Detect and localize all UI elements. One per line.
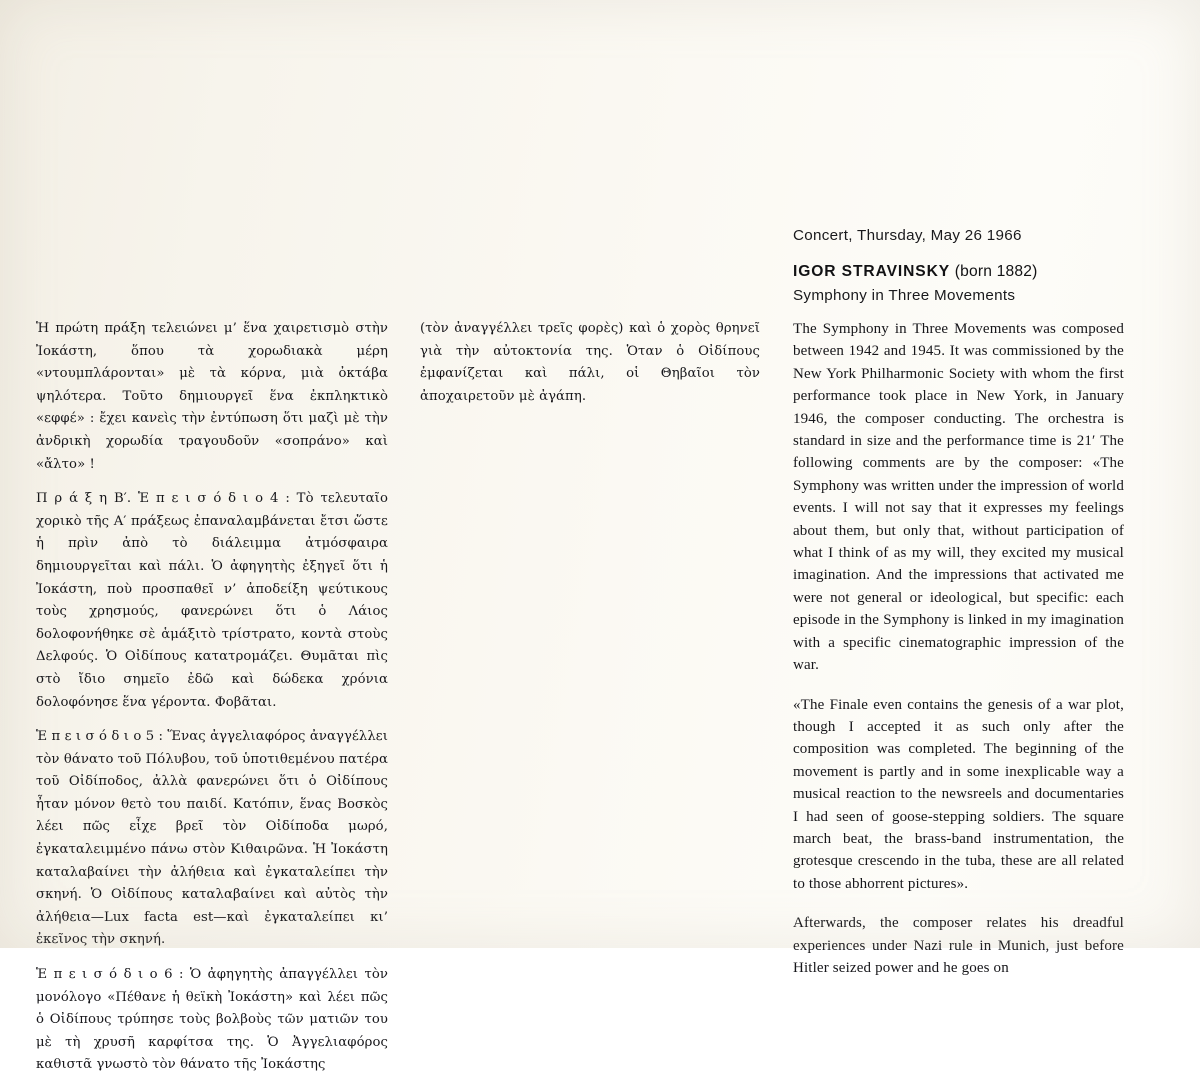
english-text-column — [793, 318, 1124, 979]
composer-name: IGOR STRAVINSKY — [793, 263, 951, 280]
composer-heading — [793, 262, 1133, 282]
work-title: Symphony in Three Movements — [793, 287, 1016, 304]
english-paragraph: The Symphony in Three Movements was composed between 1942 and 1945. It was commissioned by the New York Philharmonic Society with whom the first performance took place in New York, in January 1946, the composer conducting. The orchestra is standard in size and the performance time is 21′ The following comments are by the composer: «The Symphony was written under the impression of world events. I will not say that it expresses my feelings about them, but only that, without participation of what I think of as my will, they excited my musical imagination. And the impressions that activated me were not general or ideological, but specific: each episode in the Symphony is linked in my imagination with a specific cinematographic impression of the war. — [793, 321, 1124, 674]
program-header — [793, 226, 1133, 306]
greek-paragraph: Ἡ πρώτη πράξη τελειώνει μ’ ἕνα χαιρετισμὸ στὴν Ἰοκάστη, ὅπου τὰ χορωδιακὰ μέρη «ντουμπλάρονται» μὲ τὰ κόρνα, μιὰ ὀκτάβα ψηλότερα. Τοῦτο δημιουργεῖ ἕνα ἐκπληκτικὸ «εφφέ» : ἔχει κανεὶς τὴν ἐντύπωση ὅτι μαζὶ μὲ τὴν ἀνδρικὴ χορωδία τραγουδοῦν «σοπράνο» καὶ «ἄλτο» ! — [36, 321, 388, 472]
concert-date-line: Concert, Thursday, May 26 1966 — [793, 227, 1022, 244]
english-paragraph: Afterwards, the composer relates his dreadful experiences under Nazi rule in Munich, just before Hitler seized power and he goes on — [793, 915, 1124, 976]
greek-paragraph: Ἑ π ε ι σ ό δ ι ο 6 : Ὁ ἀφηγητὴς ἀπαγγέλλει τὸν μονόλογο «Πέθανε ἡ θεϊκὴ Ἰοκάστη» καὶ λέει πῶς ὁ Οἰδίπους τρύπησε τοὺς βολβοὺς τῶν ματιῶν του μὲ τὴ χρυσῆ καρφίτσα της. Ὁ Ἀγγελιαφόρος καθιστᾶ γνωστὸ τὸν θάνατο τῆς Ἰοκάστης — [36, 967, 388, 1073]
greek-text-column-right — [420, 318, 760, 420]
composer-birth-year: (born 1882) — [954, 263, 1038, 280]
english-paragraph: «The Finale even contains the genesis of a war plot, though I accepted it as such only after the composition was completed. The beginning of the movement is partly and in some inexplicable way a musical reaction to the newsreels and documentaries I had seen of goose-stepping soldiers. The square march beat, the brass-band instrumentation, the grotesque crescendo in the tuba, these are all related to those abhorrent pictures». — [793, 696, 1124, 892]
greek-text-column-left — [36, 318, 388, 1089]
greek-paragraph: (τὸν ἀναγγέλλει τρεῖς φορὲς) καὶ ὁ χορὸς θρηνεῖ γιὰ τὴν αὐτοκτονία της. Ὁταν ὁ Οἰδίπους ἐμφανίζεται καὶ πάλι, οἱ Θηβαῖοι τὸν ἀποχαιρετοῦν μὲ ἀγάπη. — [420, 321, 760, 404]
greek-paragraph: Ἑ π ε ι σ ό δ ι ο 5 : Ἕνας ἀγγελιαφόρος ἀναγγέλλει τὸν θάνατο τοῦ Πόλυβου, τοῦ ὑποτιθεμένου πατέρα τοῦ Οἰδίποδος, ἀλλὰ φανερώνει ὅτι ὁ Οἰδίπους ἦταν μόνον θετὸ του παιδί. Κατόπιν, ἕνας Βοσκὸς λέει πῶς εἶχε βρεῖ τὸν Οἰδίποδα μωρό, ἐγκαταλειμμένο πάνω στὸν Κιθαιρῶνα. Ἡ Ἰοκάστη καταλαβαίνει τὴν ἀλήθεια καὶ ἐγκαταλείπει τὴν σκηνή. Ὁ Οἰδίπους καταλαβαίνει καὶ αὐτὸς τὴν ἀλήθεια—Lux facta est—καὶ ἐγκαταλείπει κι’ ἐκεῖνος τὴν σκηνή. — [36, 729, 388, 948]
greek-paragraph: Π ρ ά ξ η Β′. Ἑ π ε ι σ ό δ ι ο 4 : Τὸ τελευταῖο χορικὸ τῆς Α′ πράξεως ἐπαναλαμβάνεται ἔτσι ὥστε ἡ πρὶν ἀπὸ τὸ διάλειμμα ἀτμόσφαιρα δημιουργεῖται καὶ πάλι. Ὁ ἀφηγητὴς ἐξηγεῖ ὅτι ἡ Ἰοκάστη, ποὺ προσπαθεῖ ν’ ἀποδείξη ψεύτικους τοὺς χρησμούς, φανερώνει ὅτι ὁ Λάιος δολοφονήθηκε σὲ ἁμάξιτὸ τρίστρατο, κοντὰ στοὺς Δελφούς. Ὁ Οἰδίπους κατατρομάζει. Θυμᾶται πὶς στὸ ἴδιο σημεῖο ἐδῶ καὶ δώδεκα χρόνια δολοφόνησε ἕνα γέροντα. Φοβᾶται. — [36, 491, 388, 710]
